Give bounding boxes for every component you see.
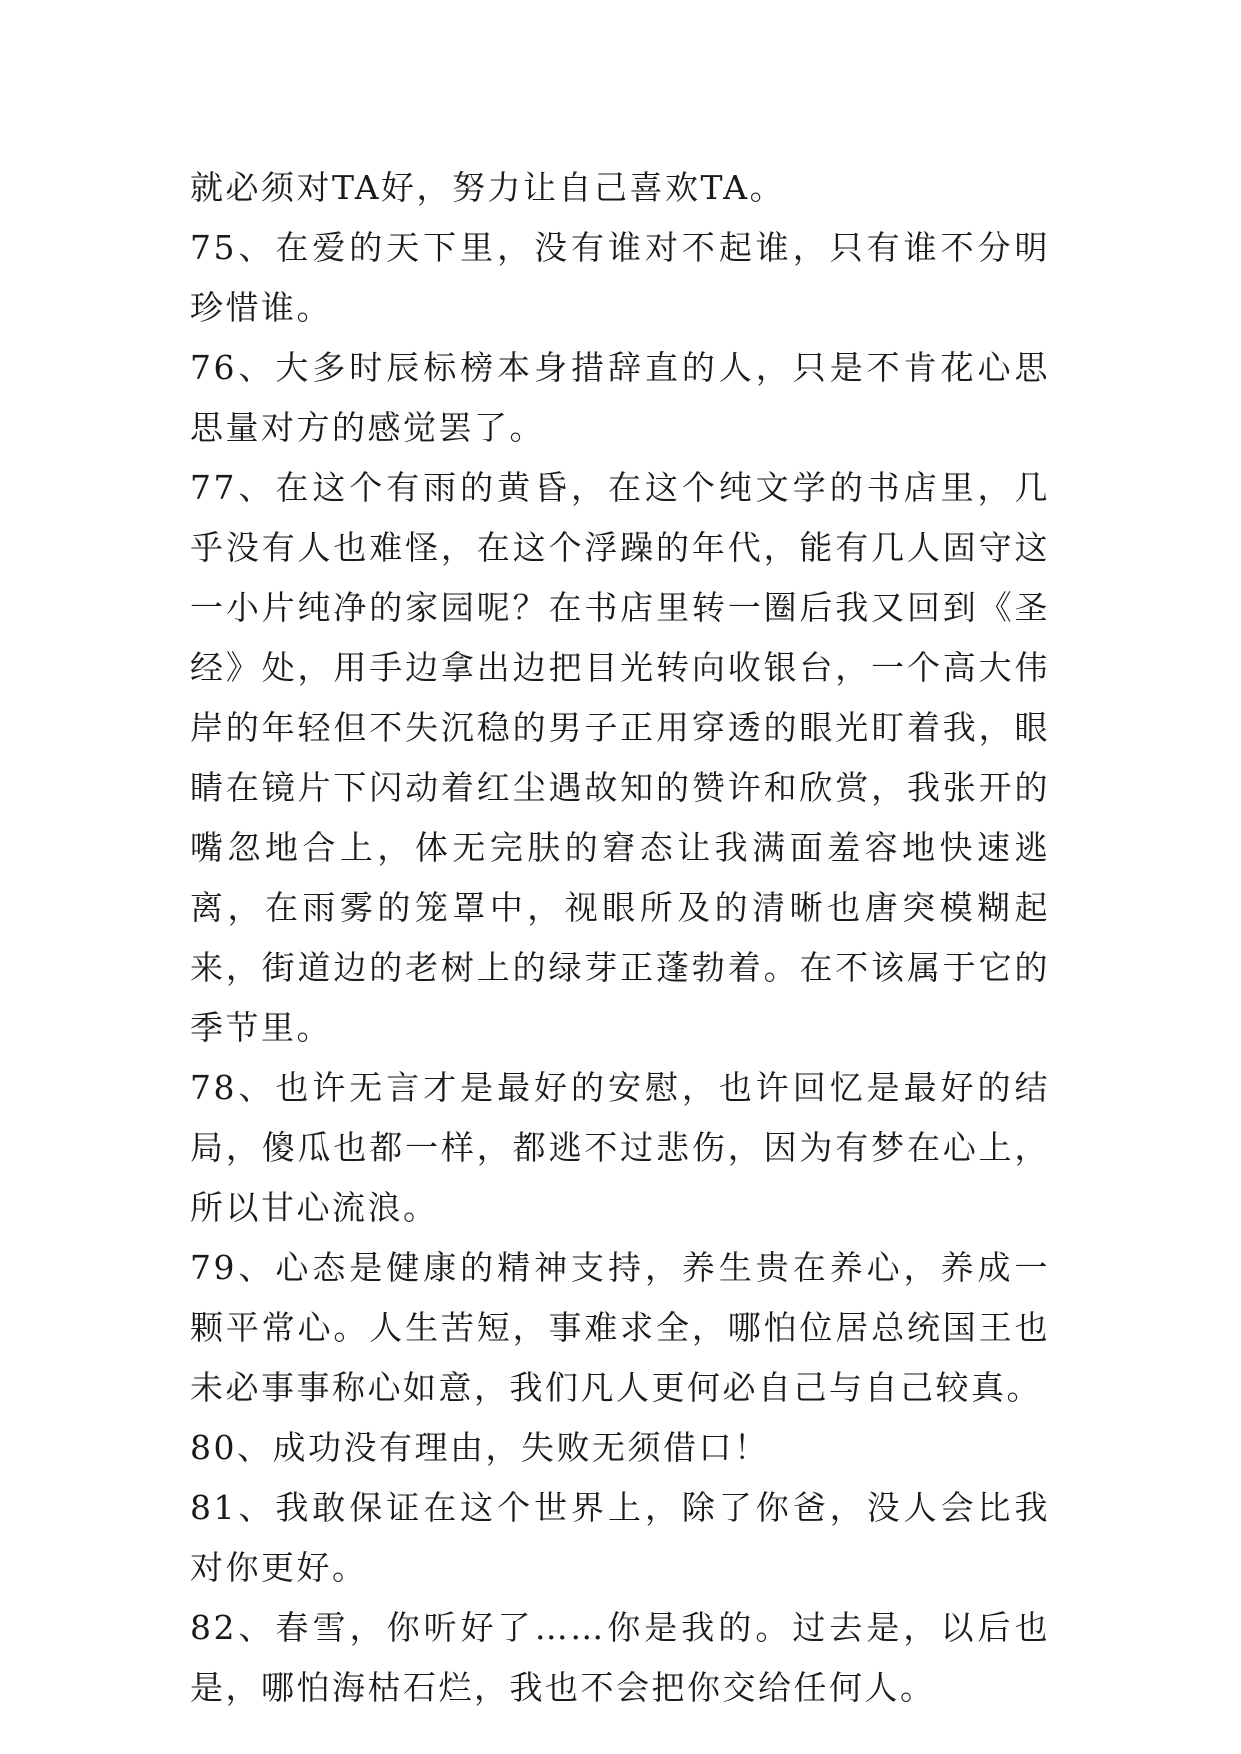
paragraph-77: 77、在这个有雨的黄昏，在这个纯文学的书店里，几乎没有人也难怪，在这个浮躁的年代，能有几人固守这一小片纯净的家园呢？在书店里转一圈后我又回到《圣经》处，用手边拿出边把目光转向收银台，一个高大伟岸的年轻但不失沉稳的男子正用穿透的眼光盯着我，眼睛在镜片下闪动着红尘遇故知的赞许和欣赏，我张开的嘴忽地合上，体无完肤的窘态让我满面羞容地快速逃离，在雨雾的笼罩中，视眼所及的清晰也唐突模糊起来，街道边的老树上的绿芽正蓬勃着。在不该属于它的季节里。 bbox=[190, 468, 1050, 1047]
paragraph-78: 78、也许无言才是最好的安慰，也许回忆是最好的结局，傻瓜也都一样，都逃不过悲伤，因为有梦在心上，所以甘心流浪。 bbox=[190, 1068, 1050, 1227]
paragraph-76: 76、大多时辰标榜本身措辞直的人，只是不肯花心思思量对方的感觉罢了。 bbox=[190, 348, 1050, 447]
paragraph-75: 75、在爱的天下里，没有谁对不起谁，只有谁不分明珍惜谁。 bbox=[190, 228, 1050, 327]
paragraph-79: 79、心态是健康的精神支持，养生贵在养心，养成一颗平常心。人生苦短，事难求全，哪怕位居总统国王也未必事事称心如意，我们凡人更何必自己与自己较真。 bbox=[190, 1248, 1050, 1407]
paragraph-82: 82、春雪，你听好了……你是我的。过去是，以后也是，哪怕海枯石烂，我也不会把你交给任何人。 bbox=[190, 1608, 1050, 1707]
paragraph-continuation: 就必须对TA好，努力让自己喜欢TA。 bbox=[190, 168, 786, 207]
body-text bbox=[190, 158, 1050, 1718]
paragraph-81: 81、我敢保证在这个世界上，除了你爸，没人会比我对你更好。 bbox=[190, 1488, 1050, 1587]
paragraph-80: 80、成功没有理由，失败无须借口！ bbox=[190, 1428, 770, 1467]
